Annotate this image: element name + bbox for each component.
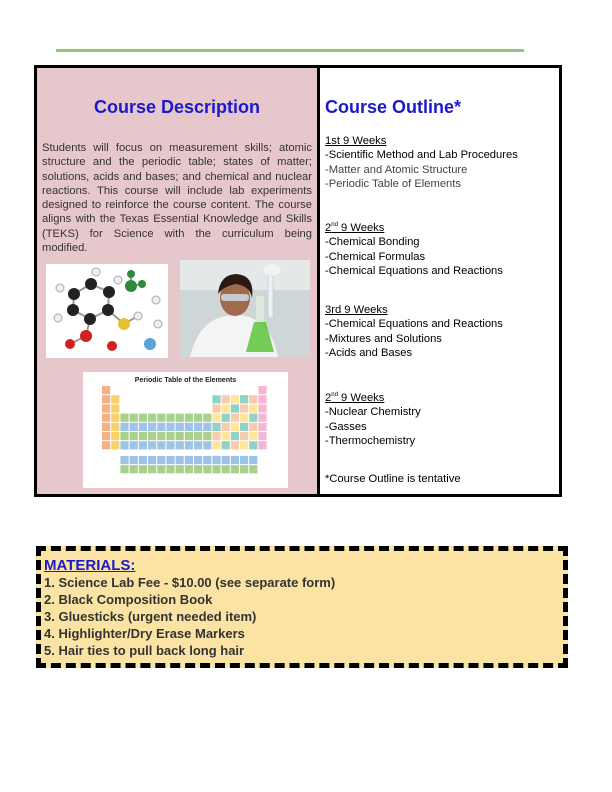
periodic-table-cell — [102, 395, 110, 403]
periodic-table-cell — [120, 414, 128, 422]
periodic-table-cell — [148, 414, 156, 422]
periodic-table-cell — [111, 441, 119, 449]
periodic-table-cell — [194, 414, 202, 422]
periodic-table-cell — [249, 456, 257, 464]
periodic-table-cell — [203, 423, 211, 431]
periodic-table-cell — [194, 423, 202, 431]
materials-item: 1. Science Lab Fee - $10.00 (see separate form) — [44, 575, 336, 590]
periodic-table-cell — [102, 404, 110, 412]
periodic-table-cell — [102, 386, 110, 394]
periodic-table-cell — [203, 465, 211, 473]
periodic-table-cell — [231, 404, 239, 412]
periodic-table-cell — [222, 432, 230, 440]
periodic-table-cell — [212, 432, 220, 440]
top-divider — [56, 49, 524, 52]
periodic-table-cell — [148, 432, 156, 440]
periodic-table-cell — [139, 423, 147, 431]
periodic-table-cell — [176, 432, 184, 440]
periodic-table-cell — [185, 465, 193, 473]
periodic-table-cell — [148, 441, 156, 449]
periodic-table-cell — [212, 414, 220, 422]
periodic-table-cell — [185, 414, 193, 422]
outline-tentative-note: *Course Outline is tentative — [325, 473, 461, 485]
periodic-table-cell — [120, 432, 128, 440]
periodic-table-cell — [222, 395, 230, 403]
list-item: -Mixtures and Solutions — [325, 332, 442, 345]
periodic-table-cell — [231, 441, 239, 449]
periodic-table-cell — [212, 395, 220, 403]
periodic-table-cell — [185, 432, 193, 440]
periodic-table-cell — [111, 414, 119, 422]
periodic-table-cell — [203, 432, 211, 440]
periodic-table-cell — [176, 441, 184, 449]
periodic-table-cell — [139, 441, 147, 449]
course-outline-title: Course Outline* — [325, 97, 462, 117]
list-item: -Gasses — [325, 420, 367, 433]
periodic-table-cell — [157, 441, 165, 449]
periodic-table-cell — [258, 414, 266, 422]
periodic-table-cell — [258, 404, 266, 412]
periodic-table-cell — [111, 395, 119, 403]
periodic-table-cell — [240, 465, 248, 473]
periodic-table-cell — [203, 456, 211, 464]
periodic-table-cell — [249, 395, 257, 403]
periodic-table-cell — [240, 404, 248, 412]
section-heading: 2nd 9 Weeks — [325, 392, 385, 404]
outline-section-3 — [325, 303, 503, 360]
periodic-table-cell — [222, 456, 230, 464]
periodic-table-cell — [111, 423, 119, 431]
periodic-table-cell — [130, 432, 138, 440]
materials-item: 4. Highlighter/Dry Erase Markers — [44, 626, 245, 641]
periodic-table-cell — [231, 395, 239, 403]
periodic-table-cell — [139, 456, 147, 464]
periodic-table-cell — [130, 423, 138, 431]
periodic-table-cell — [222, 414, 230, 422]
lab-scientist-image — [180, 260, 310, 357]
periodic-table-cell — [157, 456, 165, 464]
section-heading: 3rd 9 Weeks — [325, 304, 388, 316]
periodic-table-cell — [231, 432, 239, 440]
periodic-table-cell — [231, 414, 239, 422]
list-item: -Chemical Formulas — [325, 250, 426, 263]
periodic-table-cell — [212, 441, 220, 449]
periodic-table-cell — [176, 423, 184, 431]
periodic-table-cell — [203, 441, 211, 449]
periodic-table-cell — [194, 465, 202, 473]
list-item: -Nuclear Chemistry — [325, 406, 421, 419]
periodic-table-cell — [111, 432, 119, 440]
periodic-table-cell — [166, 465, 174, 473]
periodic-table-cell — [102, 414, 110, 422]
periodic-table-cell — [166, 432, 174, 440]
periodic-table-cell — [176, 456, 184, 464]
periodic-table-cell — [258, 423, 266, 431]
periodic-table-cell — [157, 423, 165, 431]
periodic-table-cell — [139, 432, 147, 440]
section-heading: 1st 9 Weeks — [325, 135, 387, 147]
periodic-table-cell — [185, 441, 193, 449]
periodic-table-cell — [240, 414, 248, 422]
periodic-table-cell — [148, 456, 156, 464]
periodic-table-cell — [240, 441, 248, 449]
list-item: -Chemical Equations and Reactions — [325, 264, 503, 277]
periodic-table-cell — [166, 423, 174, 431]
periodic-table-title: Periodic Table of the Elements — [134, 377, 237, 384]
periodic-table-cell — [120, 465, 128, 473]
periodic-table-cell — [148, 423, 156, 431]
list-item: -Scientific Method and Lab Procedures — [325, 149, 518, 162]
periodic-table-cell — [231, 465, 239, 473]
course-description-title: Course Description — [93, 97, 261, 117]
periodic-table-cell — [148, 465, 156, 473]
materials-item: 5. Hair ties to pull back long hair — [44, 643, 245, 658]
periodic-table-cell — [258, 386, 266, 394]
periodic-table-cell — [258, 432, 266, 440]
materials-item: 3. Gluesticks (urgent needed item) — [44, 609, 257, 624]
periodic-table-cell — [166, 456, 174, 464]
periodic-table-cell — [130, 441, 138, 449]
list-item: -Thermochemistry — [325, 434, 416, 447]
periodic-table-cell — [166, 441, 174, 449]
periodic-table-cell — [231, 456, 239, 464]
periodic-table-cell — [249, 441, 257, 449]
course-outline-panel — [320, 68, 559, 494]
course-description-panel — [37, 68, 320, 494]
periodic-table-cell — [231, 423, 239, 431]
periodic-table-cell — [139, 414, 147, 422]
periodic-table-cell — [176, 465, 184, 473]
periodic-table-cell — [222, 404, 230, 412]
list-item: -Acids and Bases — [325, 346, 413, 359]
periodic-table-cell — [130, 465, 138, 473]
outline-section-2 — [325, 218, 503, 278]
periodic-table-cell — [102, 441, 110, 449]
periodic-table-cell — [240, 456, 248, 464]
periodic-table-cell — [212, 465, 220, 473]
periodic-table-cell — [194, 456, 202, 464]
periodic-table-cell — [185, 423, 193, 431]
periodic-table-cell — [194, 432, 202, 440]
periodic-table-cell — [185, 456, 193, 464]
periodic-table-cell — [120, 441, 128, 449]
periodic-table-cell — [249, 423, 257, 431]
periodic-table-cell — [212, 423, 220, 431]
periodic-table-cell — [139, 465, 147, 473]
periodic-table-cell — [240, 423, 248, 431]
periodic-table-cell — [249, 414, 257, 422]
periodic-table-cell — [249, 465, 257, 473]
materials-item: 2. Black Composition Book — [44, 592, 213, 607]
periodic-table-cell — [249, 432, 257, 440]
periodic-table-cell — [240, 432, 248, 440]
molecule-model-image — [46, 264, 168, 358]
periodic-table-cell — [222, 423, 230, 431]
materials-title: MATERIALS: — [44, 557, 136, 574]
periodic-table-cell — [130, 414, 138, 422]
periodic-table-cell — [194, 441, 202, 449]
outline-section-1 — [325, 134, 518, 191]
periodic-table-cell — [166, 414, 174, 422]
periodic-table-cell — [157, 432, 165, 440]
periodic-table-cell — [130, 456, 138, 464]
periodic-table-cell — [258, 441, 266, 449]
periodic-table-cell — [240, 395, 248, 403]
periodic-table-cell — [157, 414, 165, 422]
periodic-table-cell — [212, 404, 220, 412]
periodic-table-cell — [102, 432, 110, 440]
materials-box — [36, 546, 568, 668]
periodic-table-cell — [102, 423, 110, 431]
periodic-table-image — [83, 372, 288, 488]
periodic-table-cell — [157, 465, 165, 473]
periodic-table-cell — [176, 414, 184, 422]
list-item: -Chemical Bonding — [325, 236, 420, 249]
list-item: -Periodic Table of Elements — [325, 177, 461, 190]
periodic-table-cell — [111, 404, 119, 412]
list-item: -Matter and Atomic Structure — [325, 163, 468, 176]
periodic-table-cell — [222, 441, 230, 449]
periodic-table-cell — [258, 395, 266, 403]
periodic-table-cell — [203, 414, 211, 422]
section-heading: 2nd 9 Weeks — [325, 222, 385, 234]
course-description-text: Students will focus on measurement skills; atomic structure and the periodic table; states of matter; solutions, acids and bases; and chemical and nuclear reactions. This course will include lab experiments designed to reinforce the course content. The course aligns with the Texas Essential Knowledge and Skills (TEKS) for Science with the curriculum being modified. — [42, 142, 312, 255]
periodic-table-cell — [212, 456, 220, 464]
list-item: -Chemical Equations and Reactions — [325, 318, 503, 331]
outline-section-4 — [325, 388, 421, 448]
periodic-table-cell — [120, 423, 128, 431]
periodic-table-cell — [249, 404, 257, 412]
periodic-table-cell — [120, 456, 128, 464]
periodic-table-cell — [222, 465, 230, 473]
course-info-box — [34, 65, 562, 497]
